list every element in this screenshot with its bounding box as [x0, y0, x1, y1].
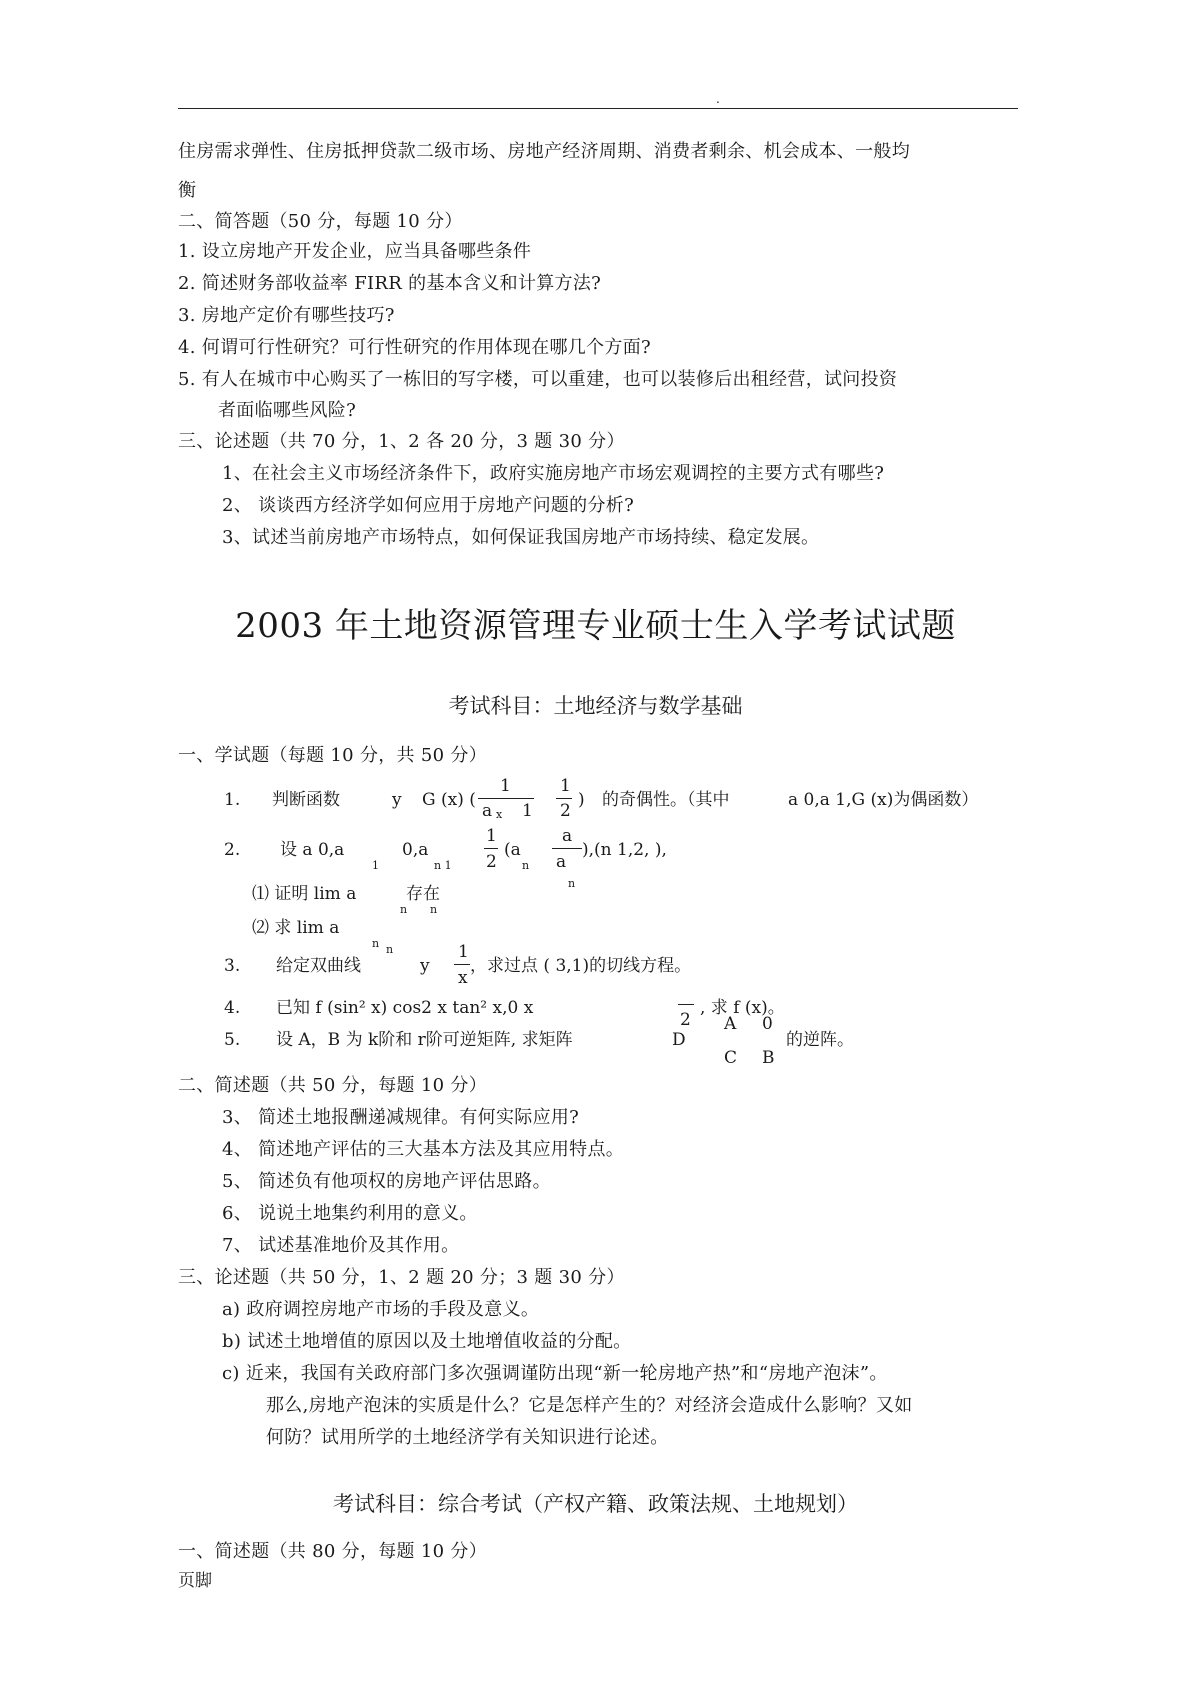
exam-subject: 考试科目：土地经济与数学基础: [448, 694, 743, 718]
header-rule: [178, 108, 1018, 109]
short-answer-item: 3、 简述土地报酬递减规律。有何实际应用?: [222, 1107, 580, 1128]
essay-item: 3、试述当前房地产市场特点，如何保证我国房地产市场持续、稳定发展。: [222, 527, 820, 548]
page-footer: 页脚: [178, 1571, 212, 1591]
question-item-continued: 者面临哪些风险?: [218, 400, 357, 421]
short-answer-item: 4、 简述地产评估的三大基本方法及其应用特点。: [222, 1139, 625, 1160]
essay-item: a) 政府调控房地产市场的手段及意义。: [222, 1299, 540, 1320]
terms-line-2: 衡: [178, 180, 197, 201]
question-item: 2. 简述财务部收益率 FIRR 的基本含义和计算方法?: [178, 273, 602, 294]
question-item: 3. 房地产定价有哪些技巧?: [178, 305, 395, 326]
essay-item-continued: 那么,房地产泡沫的实质是什么？它是怎样产生的？对经济会造成什么影响？又如: [266, 1395, 913, 1416]
section-title: 三、论述题（共 50 分，1、2 题 20 分；3 题 30 分）: [178, 1267, 625, 1288]
essay-item: 2、 谈谈西方经济学如何应用于房地产问题的分析?: [222, 495, 635, 516]
terms-line-1: 住房需求弹性、住房抵押贷款二级市场、房地产经济周期、消费者剩余、机会成本、一般均: [178, 141, 910, 162]
essay-item: c) 近来，我国有关政府部门多次强调谨防出现“新一轮房地产热”和“房地产泡沫”。: [222, 1363, 888, 1384]
short-answer-item: 7、 试述基准地价及其作用。: [222, 1235, 460, 1256]
exam-subject: 考试科目：综合考试（产权产籍、政策法规、土地规划）: [333, 1492, 858, 1516]
short-answer-item: 5、 简述负有他项权的房地产评估思路。: [222, 1171, 551, 1192]
section-title: 二、简述题（共 50 分，每题 10 分）: [178, 1075, 487, 1096]
section-title: 三、论述题（共 70 分，1、2 各 20 分，3 题 30 分）: [178, 431, 625, 452]
section-title: 二、简答题（50 分，每题 10 分）: [178, 211, 463, 232]
essay-item: b) 试述土地增值的原因以及土地增值收益的分配。: [222, 1331, 632, 1352]
header-dot: .: [716, 92, 720, 106]
section-title: 一、简述题（共 80 分，每题 10 分）: [178, 1541, 487, 1562]
question-item: 4. 何谓可行性研究？可行性研究的作用体现在哪几个方面?: [178, 337, 651, 358]
question-item: 1. 设立房地产开发企业，应当具备哪些条件: [178, 241, 532, 262]
section-title: 一、学试题（每题 10 分，共 50 分）: [178, 745, 487, 766]
short-answer-item: 6、 说说土地集约利用的意义。: [222, 1203, 478, 1224]
essay-item: 1、在社会主义市场经济条件下，政府实施房地产市场宏观调控的主要方式有哪些?: [222, 463, 885, 484]
page-title: 2003 年土地资源管理专业硕士生入学考试试题: [235, 606, 956, 646]
question-item: 5. 有人在城市中心购买了一栋旧的写字楼，可以重建，也可以装修后出租经营，试问投资: [178, 369, 898, 390]
essay-item-continued: 何防？试用所学的土地经济学有关知识进行论述。: [266, 1427, 669, 1448]
